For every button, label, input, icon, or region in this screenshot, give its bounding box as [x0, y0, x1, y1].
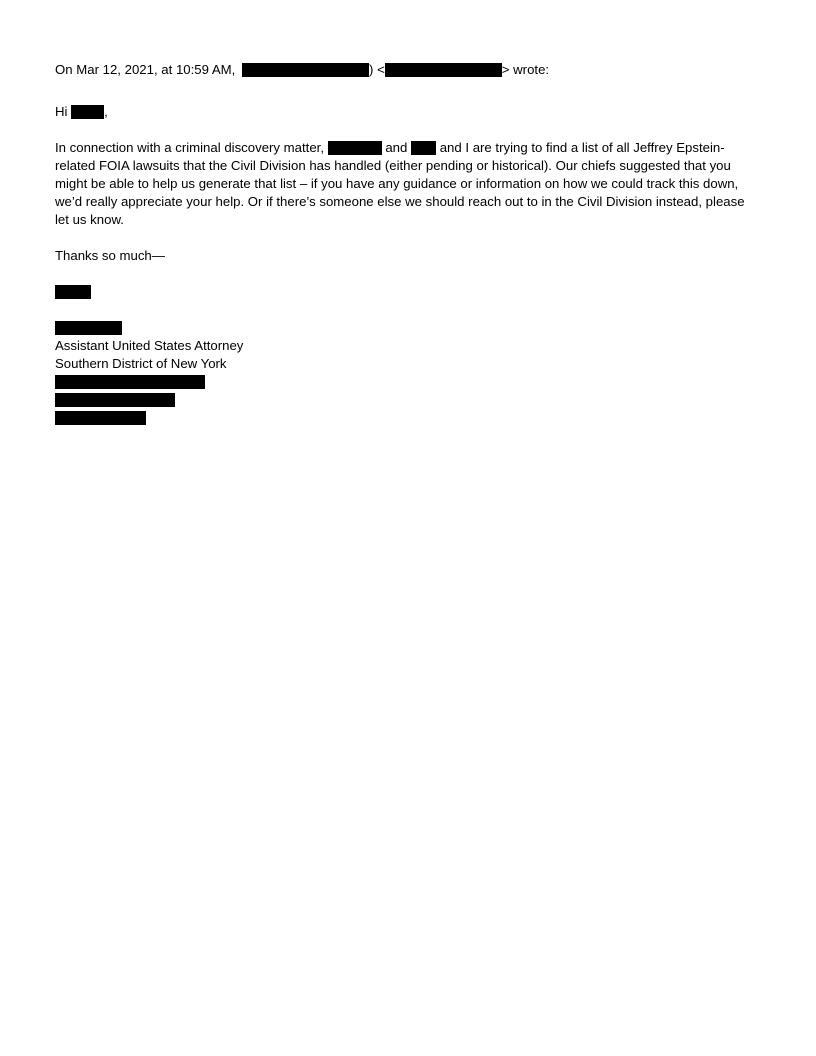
redacted-signoff-name [55, 285, 91, 299]
redacted-name-1 [328, 141, 382, 155]
header-angle-open: < [377, 62, 385, 77]
redacted-recipient-name [71, 105, 104, 119]
header-prefix: On Mar 12, 2021, at 10:59 AM, [55, 62, 236, 77]
greeting-hi: Hi [55, 104, 68, 119]
body-line1-a: In connection with a criminal discovery matter, [55, 140, 324, 155]
body-line-1 [55, 139, 765, 157]
greeting-line [55, 103, 108, 121]
header-paren: ) [369, 62, 374, 77]
body-line-2: related FOIA lawsuits that the Civil Division has handled (either pending or historical). Our chiefs suggested that you [55, 158, 731, 173]
redacted-sender-name [242, 63, 369, 77]
email-header-line [55, 61, 549, 79]
body-line-4: we’d really appreciate your help. Or if there’s someone else we should reach out to in the Civil Division instead, please [55, 194, 745, 209]
signature-office: Southern District of New York [55, 356, 227, 371]
redacted-signature-contact [55, 411, 146, 425]
redacted-signature-address [55, 375, 205, 389]
signature-title: Assistant United States Attorney [55, 338, 244, 353]
redacted-name-2 [411, 141, 436, 155]
redacted-sender-email [385, 63, 502, 77]
closing-line: Thanks so much— [55, 248, 165, 263]
body-line-5: let us know. [55, 212, 124, 227]
header-suffix: > wrote: [501, 62, 550, 77]
body-paragraph [55, 139, 765, 229]
redacted-signature-name [55, 321, 122, 335]
body-line-3: might be able to help us generate that list – if you have any guidance or information on how we could track this down, [55, 176, 739, 191]
greeting-comma: , [104, 104, 108, 119]
body-line1-c: and I are trying to find a list of all Jeffrey Epstein- [439, 140, 725, 155]
body-line1-b: and [385, 140, 408, 155]
redacted-signature-phone [55, 393, 175, 407]
